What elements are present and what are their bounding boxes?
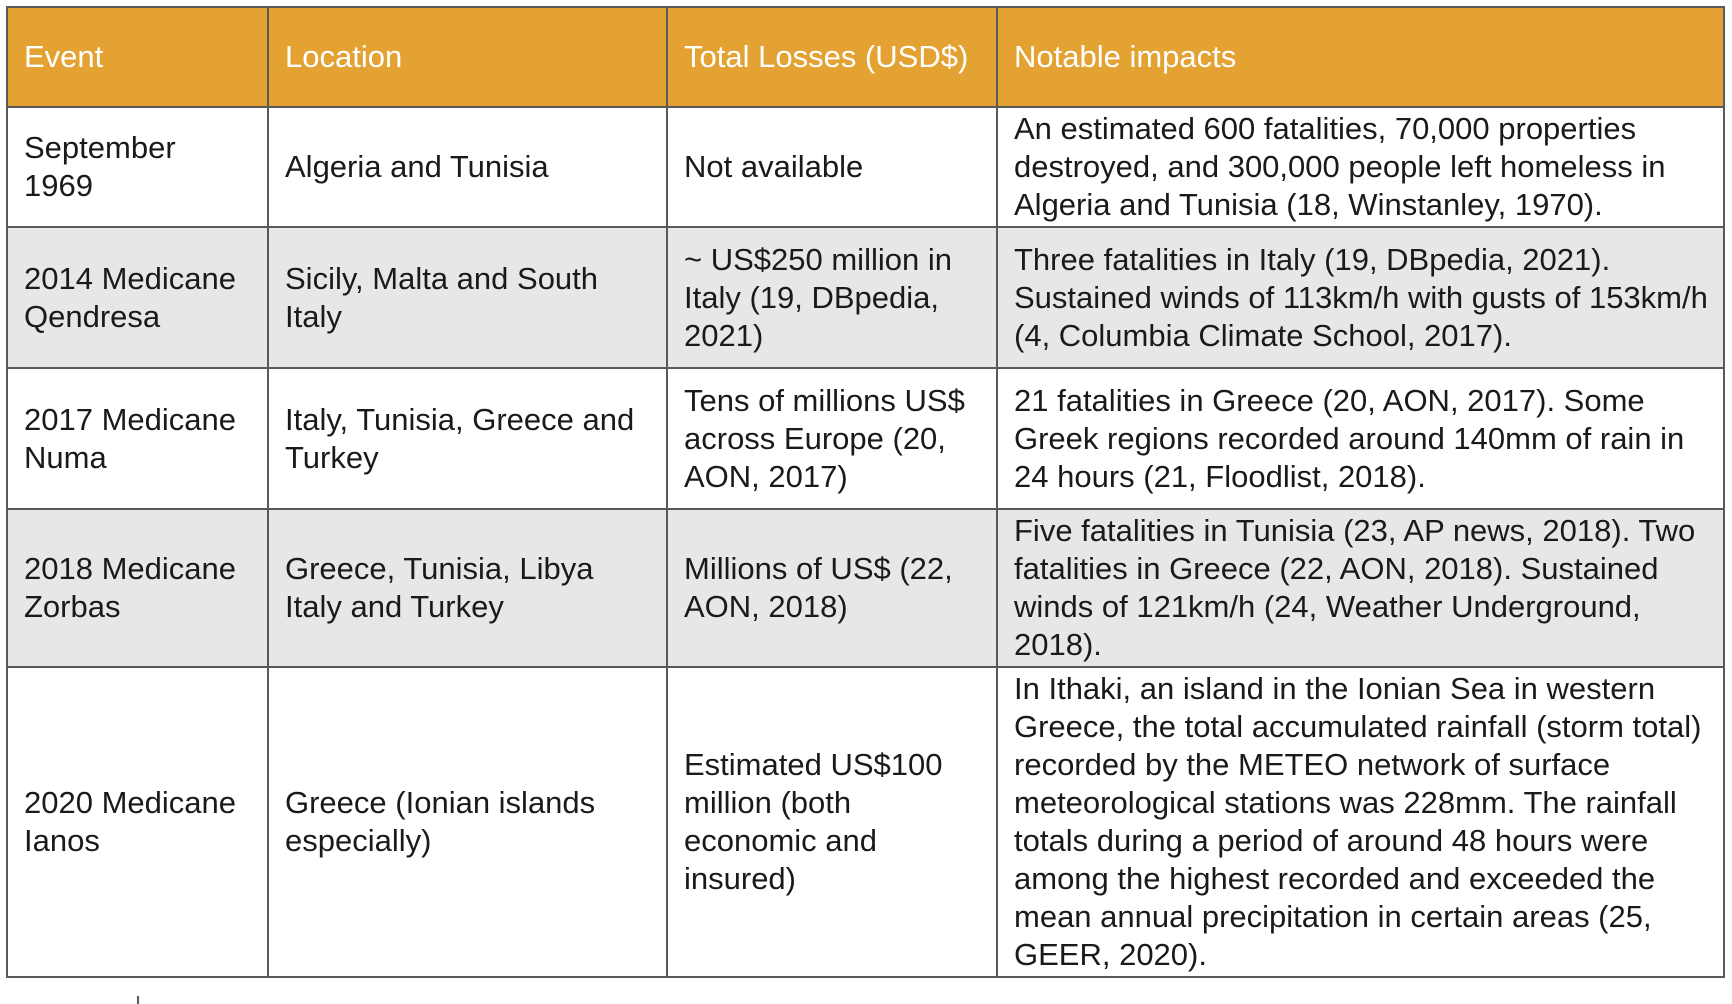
cell-location: Greece, Tunisia, Libya Italy and Turkey (268, 509, 667, 667)
cell-event: 2017 Medicane Numa (7, 368, 268, 509)
cell-impacts: Three fatalities in Italy (19, DBpedia, 2021). Sustained winds of 113km/h with gusts of 153km/h (4, Columbia Climate School, 2017). (997, 227, 1724, 368)
cell-event: 2014 Medicane Qendresa (7, 227, 268, 368)
cell-impacts: An estimated 600 fatalities, 70,000 properties destroyed, and 300,000 people left homeless in Algeria and Tunisia (18, Winstanley, 1970). (997, 107, 1724, 227)
cell-losses: Estimated US$100 million (both economic and insured) (667, 667, 997, 977)
cell-location: Algeria and Tunisia (268, 107, 667, 227)
header-total-losses: Total Losses (USD$) (667, 7, 997, 107)
cell-losses: Millions of US$ (22, AON, 2018) (667, 509, 997, 667)
cell-location: Sicily, Malta and South Italy (268, 227, 667, 368)
cell-losses: Tens of millions US$ across Europe (20, AON, 2017) (667, 368, 997, 509)
cell-location: Italy, Tunisia, Greece and Turkey (268, 368, 667, 509)
header-location: Location (268, 7, 667, 107)
cell-impacts: In Ithaki, an island in the Ionian Sea in western Greece, the total accumulated rainfall (storm total) recorded by the METEO network of surface meteorological stations was 228mm. The rainfall totals during a period of around 48 hours were among the highest recorded and exceeded the mean annual precipitation in certain areas (25, GEER, 2020). (997, 667, 1724, 977)
table-row (7, 509, 1724, 667)
header-event: Event (7, 7, 268, 107)
cell-event: 2018 Medicane Zorbas (7, 509, 268, 667)
cell-event: 2020 Medicane Ianos (7, 667, 268, 977)
cell-impacts: 21 fatalities in Greece (20, AON, 2017). Some Greek regions recorded around 140mm of rain in 24 hours (21, Floodlist, 2018). (997, 368, 1724, 509)
table-footer-tick (137, 996, 139, 1004)
cell-losses: ~ US$250 million in Italy (19, DBpedia, 2021) (667, 227, 997, 368)
medicane-events-table (6, 6, 1725, 978)
table-row (7, 107, 1724, 227)
cell-losses: Not available (667, 107, 997, 227)
table-row (7, 227, 1724, 368)
header-notable-impacts: Notable impacts (997, 7, 1724, 107)
cell-event: September 1969 (7, 107, 268, 227)
table-row (7, 667, 1724, 977)
cell-impacts: Five fatalities in Tunisia (23, AP news, 2018). Two fatalities in Greece (22, AON, 2018). Sustained winds of 121km/h (24, Weather Underground, 2018). (997, 509, 1724, 667)
cell-location: Greece (Ionian islands especially) (268, 667, 667, 977)
table-row (7, 368, 1724, 509)
table-header-row (7, 7, 1724, 107)
